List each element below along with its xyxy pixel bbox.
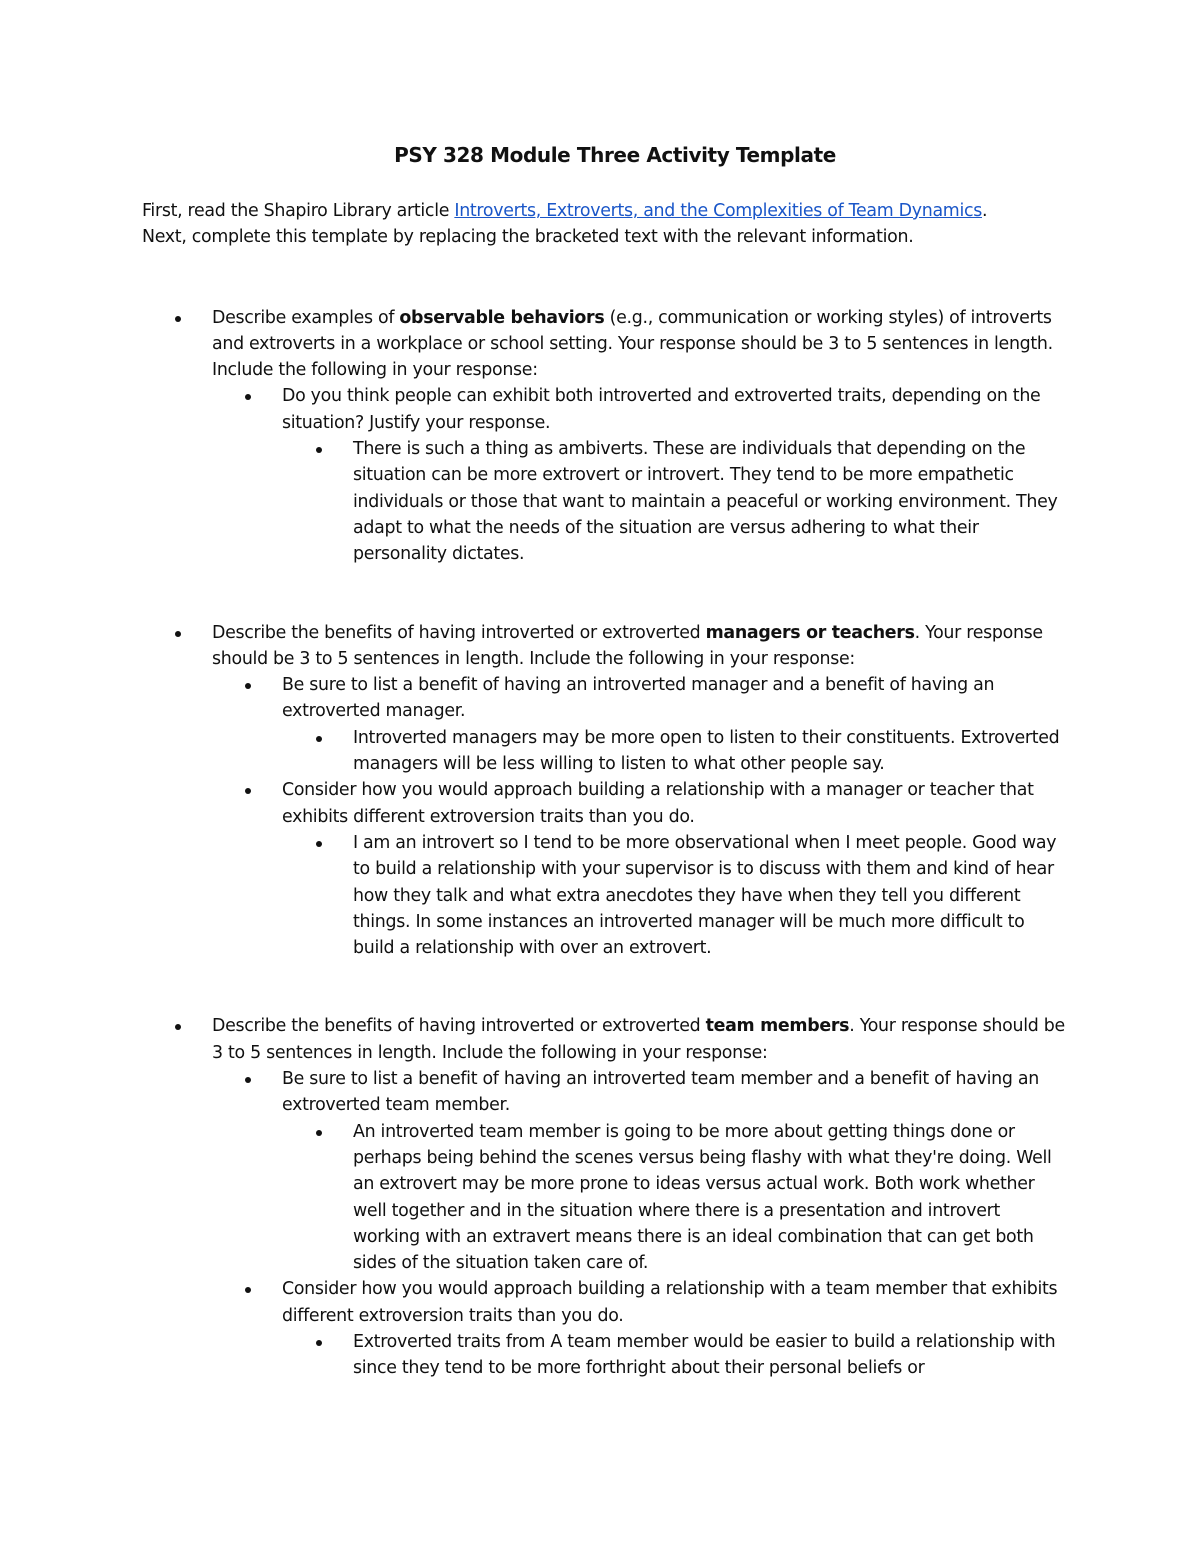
answer-text: There is such a thing as ambiverts. These are individuals that depending on the situation can be more extrovert or introvert. They tend to be more empathetic individuals or those that want to maintain a peaceful or working environment. They adapt to what the needs of the situation are versus adhering to what their personality dictates.: [353, 439, 1058, 565]
prompt-text: . Your response should be 3 to 5 sentences in length. Include the following in your response:: [212, 1016, 1065, 1063]
answer-item: [282, 1119, 1070, 1277]
subquestion-text: Be sure to list a benefit of having an introverted manager and a benefit of having an extroverted manager.: [282, 675, 995, 722]
answer-list: [282, 725, 1070, 778]
subquestion-list: [212, 1066, 1070, 1382]
bullet-icon: [175, 631, 181, 637]
prompt-bold: observable behaviors: [399, 307, 605, 328]
intro-text: First, read the Shapiro Library article: [142, 201, 455, 221]
bullet-icon: [175, 316, 181, 322]
section-item-behaviors: [142, 305, 1070, 568]
answer-list: [282, 1329, 1070, 1382]
bullet-icon: [316, 447, 322, 453]
answer-text: An introverted team member is going to be more about getting things done or perhaps being behind the scenes versus being flashy with what they're doing. Well an extrovert may be more prone to ideas versus actual work. Both work whether well together and in the situation where there is a presentation and introvert working with an extravert means there is an ideal combination that can get both sides of the situation taken care of.: [353, 1121, 1052, 1274]
bullet-icon: [245, 1077, 251, 1083]
section-list-managers: [142, 620, 1070, 962]
answer-text: Introverted managers may be more open to listen to their constituents. Extroverted managers will be less willing to listen to what other people say.: [353, 727, 1060, 775]
bullet-icon: [316, 841, 322, 847]
spacer: [142, 961, 1070, 1013]
spacer: [142, 568, 1070, 620]
subquestion-text: Do you think people can exhibit both introverted and extroverted traits, depending on the situation? Justify your response.: [282, 386, 1041, 433]
bullet-icon: [245, 394, 251, 400]
subquestion-list: [212, 383, 1070, 567]
answer-item: [282, 436, 1070, 567]
subquestion-list: [212, 672, 1070, 961]
subquestion-text: Consider how you would approach building a relationship with a manager or teacher that exhibits different extroversion traits than you do.: [282, 780, 1034, 827]
intro-paragraph: [142, 198, 1070, 251]
subquestion-item: [211, 383, 1070, 567]
prompt-text: Describe examples of: [212, 307, 400, 328]
document-title: PSY 328 Module Three Activity Template: [394, 143, 836, 167]
answer-item: [282, 725, 1070, 778]
answer-list: [282, 436, 1070, 567]
bullet-icon: [316, 736, 322, 742]
subquestion-text: Be sure to list a benefit of having an introverted team member and a benefit of having an extroverted team member.: [282, 1069, 1039, 1116]
bullet-icon: [245, 788, 251, 794]
prompt-text: . Your response should be 3 to 5 sentences in length. Include the following in your response:: [212, 622, 1043, 669]
answer-item: [282, 830, 1070, 961]
article-link[interactable]: Introverts, Extroverts, and the Complexities of Team Dynamics: [454, 201, 982, 221]
prompt-bold: managers or teachers: [705, 622, 915, 643]
intro-instructions: Next, complete this template by replacing the bracketed text with the relevant information.: [142, 227, 914, 248]
answer-text: Extroverted traits from A team member would be easier to build a relationship with since they tend to be more forthright about their personal beliefs or: [353, 1331, 1056, 1379]
subquestion-text: Consider how you would approach building a relationship with a team member that exhibits different extroversion traits than you do.: [282, 1279, 1058, 1326]
bullet-icon: [245, 1287, 251, 1293]
answer-text: I am an introvert so I tend to be more observational when I meet people. Good way to build a relationship with your supervisor is to discuss with them and kind of hear how they talk and what extra anecdotes they have when they tell you different things. In some instances an introverted manager will be much more difficult to build a relationship with over an extrovert.: [353, 832, 1057, 959]
subquestion-item: [211, 672, 1070, 777]
bullet-icon: [175, 1024, 181, 1030]
prompt-text: (e.g., communication or working styles) of introverts and extroverts in a workplace or school setting. Your response should be 3 to 5 sentences in length. Include the following in your response:: [212, 307, 1053, 381]
section-item-managers: [142, 620, 1070, 962]
section-item-team: [142, 1013, 1070, 1381]
answer-list: [282, 1119, 1070, 1277]
prompt-text: Describe the benefits of having introverted or extroverted: [212, 1016, 706, 1037]
intro-period: .: [982, 201, 988, 221]
bullet-icon: [245, 683, 251, 689]
subquestion-item: [211, 1276, 1070, 1381]
section-list-team: [142, 1013, 1070, 1381]
prompt-text: Describe the benefits of having introverted or extroverted: [212, 622, 706, 643]
prompt-bold: team members: [705, 1016, 850, 1037]
answer-item: [282, 1329, 1070, 1382]
subquestion-item: [211, 1066, 1070, 1276]
section-list-behaviors: [142, 305, 1070, 568]
answer-list: [282, 830, 1070, 961]
subquestion-item: [211, 777, 1070, 961]
bullet-icon: [316, 1130, 322, 1136]
spacer: [142, 251, 1070, 305]
bullet-icon: [316, 1340, 322, 1346]
